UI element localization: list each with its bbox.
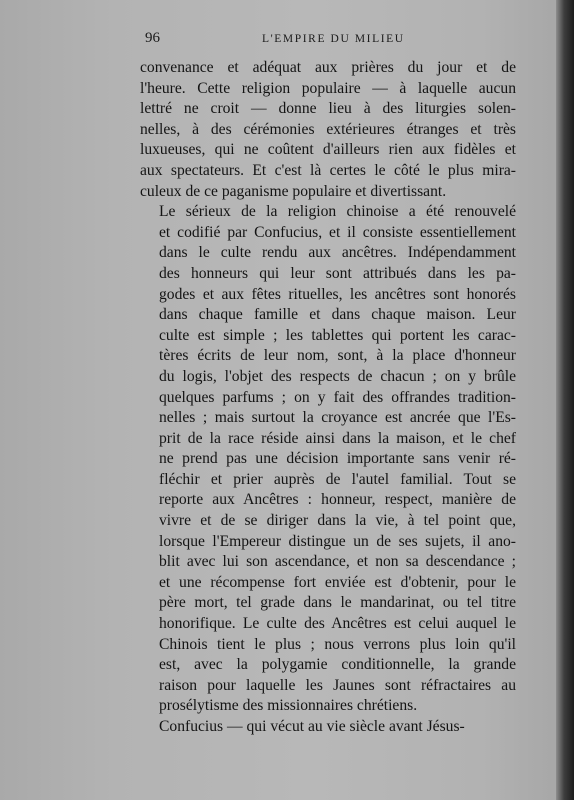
text-line: luxueuses, qui ne coûtent d'ailleurs rien aux fidèles et bbox=[140, 141, 516, 159]
text-line: prosélytisme des missionnaires chrétiens. bbox=[159, 697, 418, 715]
text-line: dans le culte rendu aux ancêtres. Indépendamment bbox=[159, 244, 516, 262]
text-line: culte est simple ; les tablettes qui portent les carac- bbox=[159, 326, 516, 344]
text-line: et une récompense fort enviée est d'obtenir, pour le bbox=[159, 573, 516, 591]
paragraph bbox=[140, 58, 516, 202]
page-header bbox=[145, 30, 513, 52]
paragraph bbox=[140, 717, 516, 738]
text-line: Le sérieux de la religion chinoise a été renouvelé bbox=[159, 203, 516, 221]
text-line: prit de la race réside ainsi dans la maison, et le chef bbox=[159, 429, 516, 447]
text-line: Chinois tient le plus ; nous verrons plus loin qu'il bbox=[159, 635, 516, 653]
text-line: ne prend pas une décision importante sans venir ré- bbox=[159, 450, 516, 468]
body-text bbox=[140, 58, 516, 738]
text-line: du logis, l'objet des respects de chacun ; on y brûle bbox=[159, 367, 516, 385]
text-line: aux spectateurs. Et c'est là certes le côté le plus mira- bbox=[140, 161, 516, 179]
text-line: quelques parfums ; on y fait des offrandes tradition- bbox=[159, 388, 516, 406]
text-line: vivre et de se diriger dans la vie, à tel point que, bbox=[159, 512, 516, 530]
text-line: raison pour laquelle les Jaunes sont réfractaires au bbox=[159, 676, 516, 694]
text-line: fléchir et prier auprès de l'autel familial. Tout se bbox=[159, 470, 516, 488]
text-line: blit avec lui son ascendance, et non sa descendance ; bbox=[159, 553, 516, 571]
text-line: godes et aux fêtes rituelles, les ancêtres sont honorés bbox=[159, 285, 516, 303]
text-line: nelles ; mais surtout la croyance est ancrée que l'Es- bbox=[159, 409, 516, 427]
text-line: nelles, à des cérémonies extérieures étranges et très bbox=[140, 120, 516, 138]
text-line: lorsque l'Empereur distingue un de ses sujets, il ano- bbox=[159, 532, 516, 550]
text-line: reporte aux Ancêtres : honneur, respect, manière de bbox=[159, 491, 516, 509]
text-line: Confucius — qui vécut au vie siècle avant Jésus- bbox=[159, 718, 465, 735]
text-line: l'heure. Cette religion populaire — à laquelle aucun bbox=[140, 79, 516, 97]
running-head: L'EMPIRE DU MILIEU bbox=[262, 33, 405, 45]
text-line: honorifique. Le culte des Ancêtres est celui auquel le bbox=[159, 615, 516, 633]
text-line: dans chaque famille et dans chaque maison. Leur bbox=[159, 306, 516, 324]
text-line: des honneurs qui leur sont attribués dans les pa- bbox=[159, 264, 516, 282]
text-line: culeux de ce paganisme populaire et divertissant. bbox=[140, 182, 447, 200]
text-line: père mort, tel grade dans le mandarinat, ou tel titre bbox=[159, 594, 516, 612]
text-line: lettré ne croit — donne lieu à des liturgies solen- bbox=[140, 100, 516, 118]
text-line: tères écrits de leur nom, sont, à la place d'honneur bbox=[159, 347, 516, 365]
text-line: et codifié par Confucius, et il consiste essentiellement bbox=[159, 223, 516, 241]
text-line: est, avec la polygamie conditionnelle, la grande bbox=[159, 656, 516, 674]
page-edge-shadow bbox=[556, 0, 574, 800]
page-number: 96 bbox=[145, 30, 160, 46]
paragraph bbox=[140, 202, 516, 717]
text-line: convenance et adéquat aux prières du jour et de bbox=[140, 59, 516, 76]
